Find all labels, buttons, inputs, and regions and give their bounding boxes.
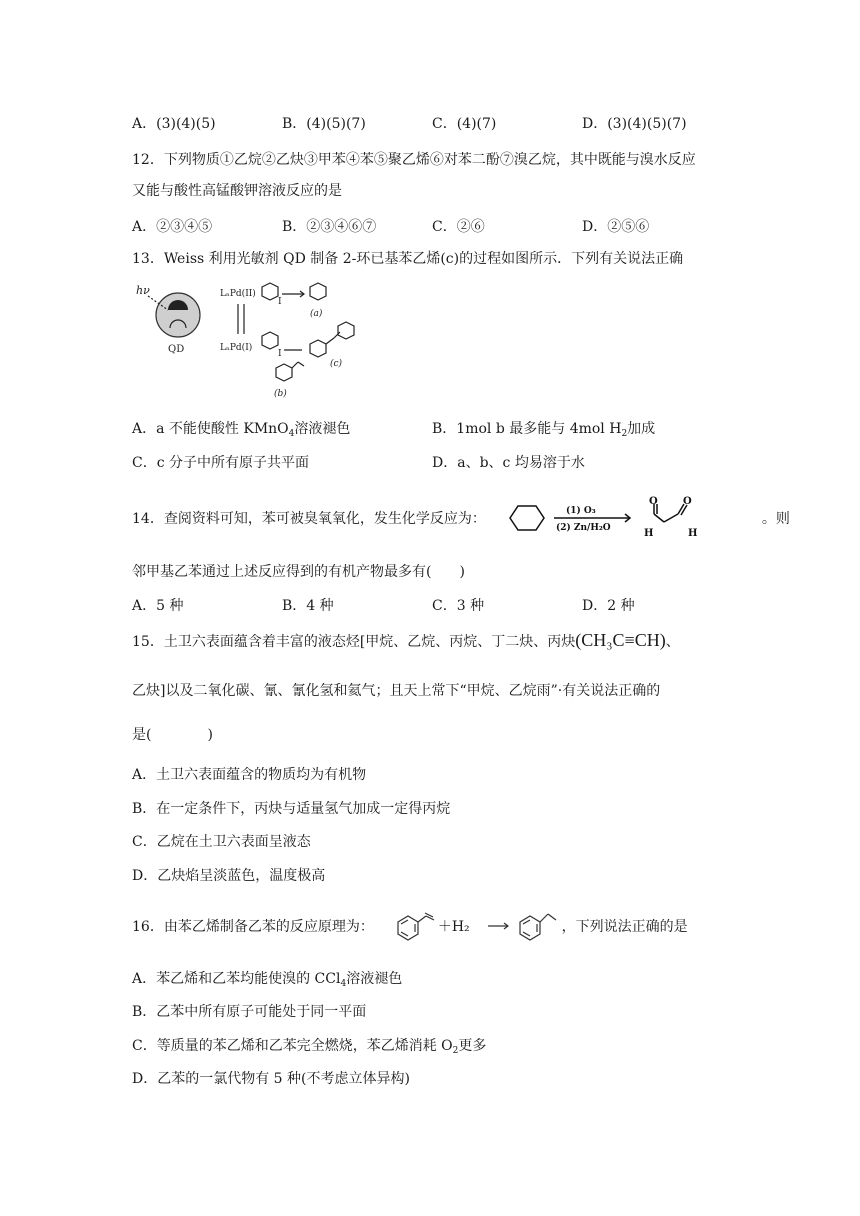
q14-h-right: H: [688, 528, 698, 539]
q13-option-a: A．a 不能使酸性 KMnO$_4$溶液褪色: [132, 421, 351, 439]
q14-o-right: O: [683, 496, 692, 507]
q12-option-d: D．②⑤⑥: [582, 219, 650, 235]
q11-options: [132, 113, 752, 133]
q14-reagent1: (1) O₃: [566, 506, 596, 516]
cyclohexane-ring-2: [262, 332, 278, 349]
q15-stem-line3: 是( ): [132, 727, 213, 743]
q16-option-b: B．乙苯中所有原子可能处于同一平面: [132, 1004, 367, 1020]
q14-option-b: B．4 种: [282, 598, 334, 614]
q13-options-row1: [132, 418, 752, 439]
q12-option-b: B．②③④⑥⑦: [282, 219, 377, 235]
q12-options: [132, 216, 752, 236]
q13-option-c: C．c 分子中所有原子共平面: [132, 455, 310, 471]
benzene-ring-c: [310, 340, 326, 357]
qd-circle: [156, 293, 200, 337]
q15-stem-line1: 15．土卫六表面蕴含着丰富的液态烃[甲烷、乙烷、丙烷、丁二炔、丙炔(CH₃C≡CH)、: [132, 630, 680, 650]
q11-option-a: A．(3)(4)(5): [132, 116, 216, 132]
q11-option-b: B．(4)(5)(7): [282, 116, 366, 132]
q14-stem-line2: 邻甲基乙苯通过上述反应得到的有机产物最多有( ): [132, 564, 465, 580]
q14-options: [132, 595, 752, 615]
q13-option-d: D．a、b、c 均易溶于水: [432, 455, 585, 471]
q14-reagent2: (2) Zn/H₂O: [556, 523, 611, 533]
q13-option-b: B．1mol b 最多能与 4mol $H_2$加成: [432, 421, 656, 439]
q13-options-row2: [132, 452, 752, 472]
q13-pd2-label: LₙPd(II): [220, 289, 256, 299]
q16-plus-h2: ＋H₂: [437, 919, 470, 935]
benzene-ring-b: [276, 364, 292, 381]
q13-i2-label: I: [278, 349, 282, 359]
q15-stem-line2: 乙炔]以及二氧化碳、氰、氰化氢和氦气；且天上常下“甲烷、乙烷雨”·有关说法正确的: [132, 683, 661, 699]
q16-option-d: D．乙苯的一氯代物有 5 种(不考虑立体异构): [132, 1071, 410, 1087]
q13-qd-label: QD: [168, 344, 185, 355]
q13-label-a: (a): [310, 309, 323, 319]
q16-reaction-figure: [378, 900, 578, 948]
q12-stem-line2: 又能与酸性高锰酸钾溶液反应的是: [132, 183, 342, 199]
q13-reaction-figure: [134, 280, 374, 406]
q13-pd1-label: LₙPd(I): [220, 343, 253, 353]
cyclohexane-ring-a: [310, 283, 326, 300]
cyclohexane-ring-1: [262, 283, 278, 300]
q14-ozonolysis-figure: [506, 496, 718, 540]
q15-option-a: A．土卫六表面蕴含的物质均为有机物: [132, 767, 367, 783]
q15-option-d: D．乙炔焰呈淡蓝色，温度极高: [132, 868, 326, 884]
q14-option-a: A．5 种: [132, 598, 184, 614]
q14-option-d: D．2 种: [582, 598, 635, 614]
q11-option-d: D．(3)(4)(5)(7): [582, 116, 687, 132]
q12-stem-line1: 12．下列物质①乙烷②乙炔③甲苯④苯⑤聚乙烯⑥对苯二酚⑦溴乙烷，其中既能与溴水反应: [132, 152, 696, 168]
q13-label-b: (b): [274, 389, 287, 399]
q14-option-c: C．3 种: [432, 598, 485, 614]
q15-option-c: C．乙烷在土卫六表面呈液态: [132, 834, 311, 850]
q12-option-a: A．②③④⑤: [132, 219, 213, 235]
q13-label-c: (c): [330, 359, 343, 369]
q11-option-c: C．(4)(7): [432, 116, 497, 132]
q16-option-c: C．等质量的苯乙烯和乙苯完全燃烧，苯乙烯消耗 $O_2$更多: [132, 1038, 487, 1056]
q16-option-a: A．苯乙烯和乙苯均能使溴的 CCl$_4$溶液褪色: [132, 971, 403, 989]
cyclohexane-ring-c: [338, 322, 354, 339]
q13-hv-label: hν: [136, 284, 150, 297]
q14-o-left: O: [649, 496, 658, 507]
q13-i1-label: I: [278, 297, 282, 307]
q12-option-c: C．②⑥: [432, 219, 485, 235]
q16-stem: 16．由苯乙烯制备乙苯的反应原理为： ＋H₂ ，下列说法正确的是: [132, 919, 688, 935]
q13-stem: 13．Weiss 利用光敏剂 QD 制备 2-环已基苯乙烯(c)的过程如图所示．下列有关说法正确: [132, 251, 684, 267]
q15-option-b: B．在一定条件下，丙炔与适量氢气加成一定得丙烷: [132, 801, 451, 817]
q14-h-left: H: [644, 528, 654, 539]
q14-stem-line1: 14．查阅资料可知，苯可被臭氧氧化，发生化学反应为： 。则: [132, 511, 790, 527]
q15-formula: (CH₃C≡CH): [575, 630, 666, 650]
benzene-ring: [510, 506, 544, 530]
